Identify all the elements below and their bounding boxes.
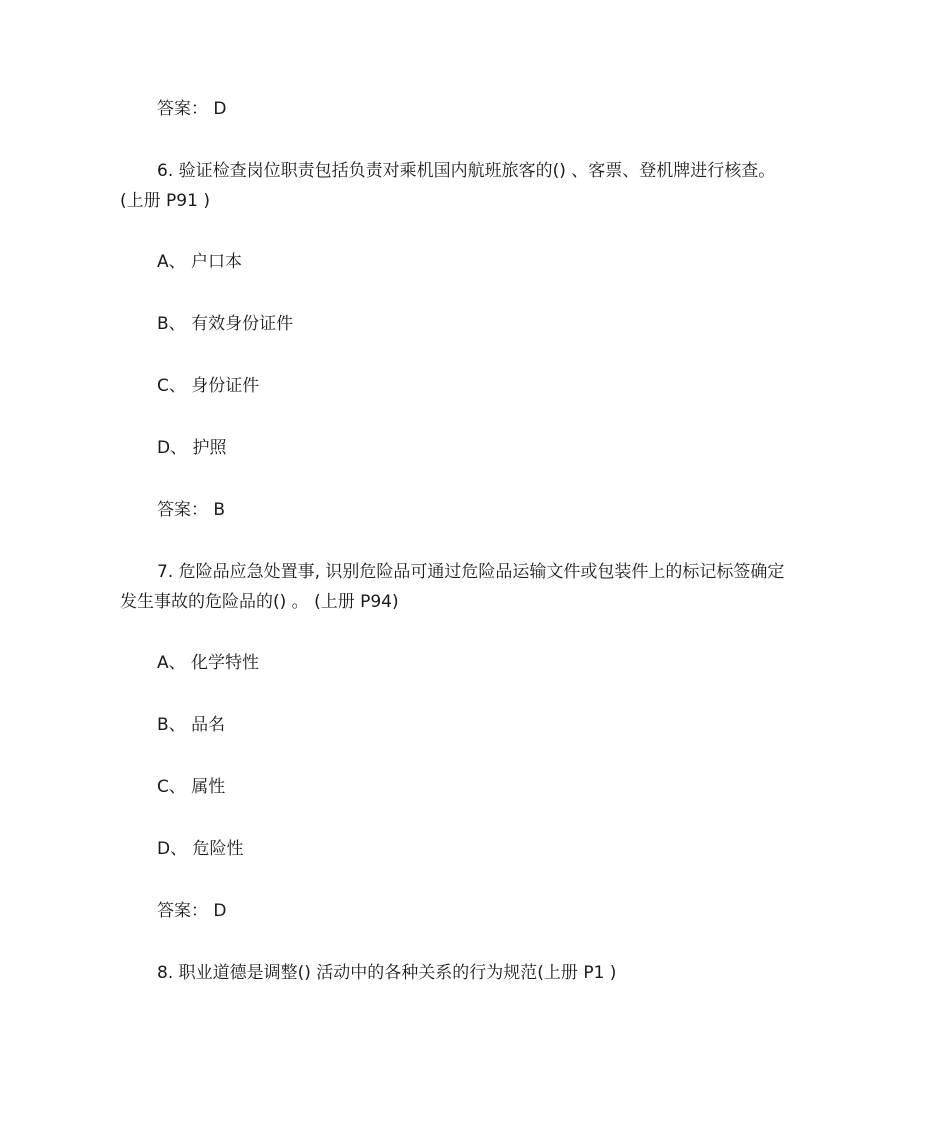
question-7-line-2: 发生事故的危险品的() 。 (上册 P94) (120, 592, 399, 612)
question-7-line-1: 7. 危险品应急处置事, 识别危险品可通过危险品运输文件或包装件上的标记标签确定 (157, 562, 785, 582)
question-8-line-1: 8. 职业道德是调整() 活动中的各种关系的行为规范(上册 P1 ) (157, 963, 617, 983)
option-d: D、 护照 (157, 438, 227, 458)
option-c: C、 属性 (157, 777, 226, 797)
answer-line: 答案： B (157, 500, 226, 520)
answer-line: 答案： D (157, 99, 227, 119)
option-b: B、 有效身份证件 (157, 314, 294, 334)
option-b: B、 品名 (157, 715, 226, 735)
option-d: D、 危险性 (157, 839, 244, 859)
option-a: A、 户口本 (157, 252, 243, 272)
question-6-line-2: (上册 P91 ) (120, 191, 210, 211)
option-c: C、 身份证件 (157, 376, 260, 396)
option-a: A、 化学特性 (157, 653, 260, 673)
question-6-line-1: 6. 验证检查岗位职责包括负责对乘机国内航班旅客的() 、客票、登机牌进行核查。 (157, 161, 776, 181)
answer-line: 答案： D (157, 901, 227, 921)
